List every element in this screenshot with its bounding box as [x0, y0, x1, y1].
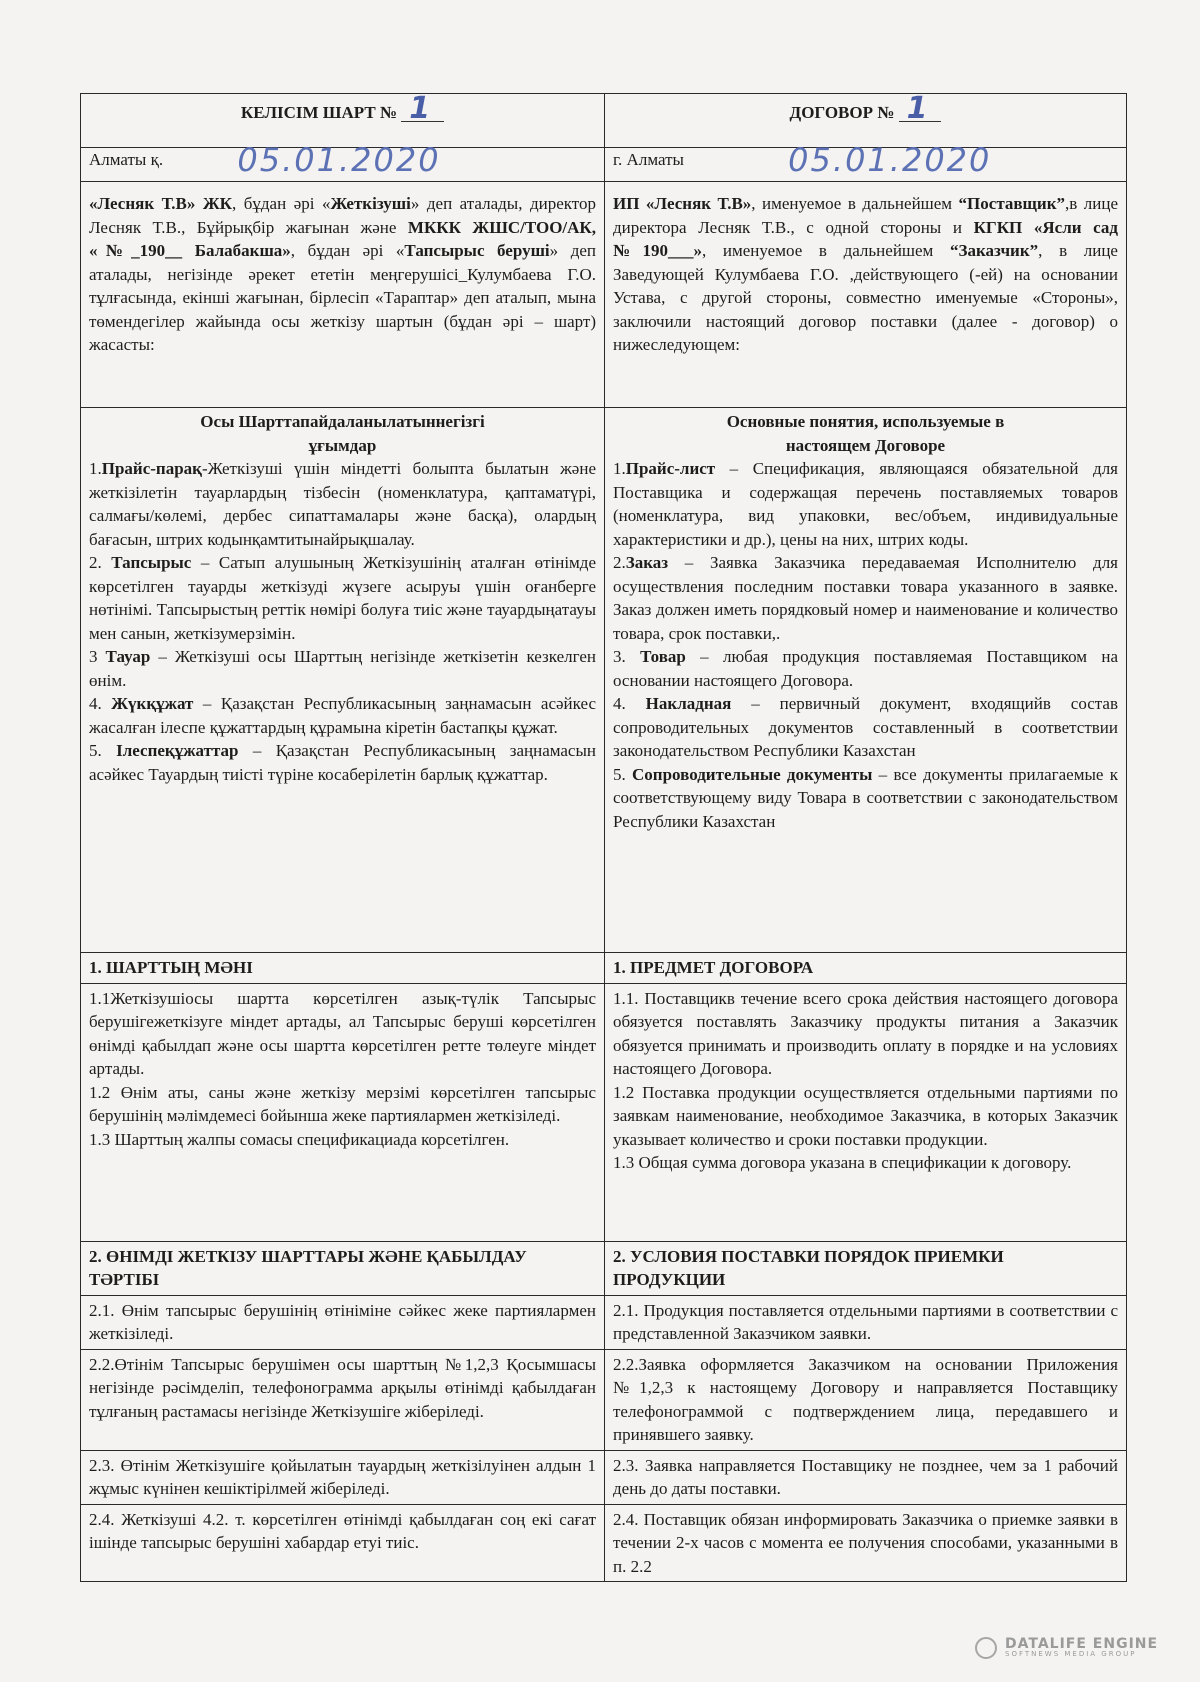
kz-clause: 2.2.Өтінім Тапсырыс берушімен осы шарттың №1,2,3 Қосымшасы негізінде рәсімделіп, телефонограмма арқылы өтінімді қабылдаған тұлғаның растамасы негізінде Жеткізушіге жіберіледі.: [81, 1349, 605, 1450]
kz-concept-item: 2. Тапсырыс – Сатып алушының Жеткізушінің аталған өтінімде көрсетілген тауарды жеткізуді жүзеге асыруы үшін оғанберге нөтінімі. Тапсырыстың реттік нөмірі болуға тиіс және тауардыңатауы мен санын, жеткізумерзімін.: [89, 553, 596, 643]
section1-body-row: [81, 983, 1127, 1241]
ru-section2-title: 2. УСЛОВИЯ ПОСТАВКИ ПОРЯДОК ПРИЕМКИ ПРОДУКЦИИ: [605, 1241, 1127, 1295]
ru-concept-item: 3. Товар – любая продукция поставляемая Поставщиком на основании настоящего Договора.: [613, 647, 1118, 690]
contract-table: [80, 93, 1127, 1582]
kz-clause: 2.3. Өтінім Жеткізушіге қойылатын тауардың жеткізілуінен алдын 1 жұмыс күнінен кешіктірілмей жіберіледі.: [81, 1450, 605, 1504]
ru-concepts-title: Основные понятия, используемые в настоящем Договоре: [726, 412, 1005, 455]
kz-intro-cell: [81, 182, 605, 408]
datalife-logo-icon: [975, 1637, 997, 1659]
kz-clause: 2.1. Өнім тапсырыс берушінің өтініміне сәйкес жеке партиялармен жеткізіледі.: [81, 1295, 605, 1349]
ru-intro-paragraph: ИП «Лесняк Т.В», именуемое в дальнейшем “Поставщик”,в лице директора Лесняк Т.В., с одной стороны и КГКП «Ясли сад №190___», именуемое в дальнейшем “Заказчик”, в лице Заведующей Кулумбаева Г.О. ,действующего (-ей) на основании Устава, с другой стороны, совместно именуемые «Стороны», заключили настоящий договор поставки (далее - договор) о нижеследующем:: [613, 194, 1118, 354]
kz-place-cell: [81, 141, 605, 182]
kz-clause: 2.4. Жеткізуші 4.2. т. көрсетілген өтінімді қабылдаған соң екі сағат ішінде тапсырыс берушіні хабардар етуі тиіс.: [81, 1504, 605, 1582]
ru-clause: 1.3 Общая сумма договора указана в спецификации к договору.: [613, 1153, 1072, 1172]
kz-section2-title: 2. ӨНІМДІ ЖЕТКІЗУ ШАРТТАРЫ ЖӘНЕ ҚАБЫЛДАУ ТӘРТІБІ: [81, 1241, 605, 1295]
kz-concept-item: 1.Прайс-парақ-Жеткізуші үшін міндетті болыпта былатын және жеткізілетін тауарлардың тізбесін (номенклатура, қаптаматүрі, салмағы/көлемі, дербес сипаттамалары және басқа), олардың бағасын, штрих кодынқамтитынайрықшалау.: [89, 459, 596, 549]
ru-clause: 2.2.Заявка оформляется Заказчиком на основании Приложения №1,2,3 к настоящему Договору и направляется Поставщику телефонограммой с подтверждением лица, передавшего и принявшего заявку.: [605, 1349, 1127, 1450]
ru-concepts-cell: [605, 408, 1127, 953]
watermark-title: DATALIFE ENGINE: [1005, 1636, 1159, 1652]
section2-heading-row: [81, 1241, 1127, 1295]
kz-clause: 1.3 Шарттың жалпы сомасы спецификациада корсетілген.: [89, 1129, 510, 1149]
kz-clause: 1.1Жеткізушіосы шартта көрсетілген азық-түлік Тапсырыс берушігежеткізуге міндет артады, ал Тапсырыс беруші көрсетілген өнімді қабылдап және осы шартта көрсетілген ретте төлеуге міндет артады.: [89, 988, 596, 1078]
kz-contract-number: 1: [401, 97, 444, 122]
watermark: [1005, 1636, 1158, 1658]
kz-concept-item: 5. Ілеспеқұжаттар – Қазақстан Республикасының заңнамасын асәйкес Тауардың тиісті түріне косаберілетін барлық құжаттар.: [89, 741, 596, 784]
place-date-row: [81, 148, 1127, 182]
ru-place-cell: [605, 141, 1127, 182]
kz-concepts-cell: [81, 408, 605, 953]
watermark-subtitle: SOFTNEWS MEDIA GROUP: [1005, 1650, 1137, 1658]
title-row: [81, 94, 1127, 148]
kz-title-cell: [81, 91, 605, 148]
kz-date-handwritten: 05.01.2020: [237, 141, 441, 180]
ru-title: ДОГОВОР №: [789, 103, 895, 122]
clause-row: [81, 1504, 1127, 1582]
ru-intro-cell: [605, 182, 1127, 408]
kz-concept-item: 3 Тауар – Жеткізуші осы Шарттың негізінде жеткізетін кезкелген өнім.: [89, 647, 597, 690]
ru-contract-number: 1: [899, 97, 942, 122]
kz-city: Алматы қ.: [89, 150, 164, 169]
clause-row: [81, 1349, 1127, 1450]
ru-clause: 2.4. Поставщик обязан информировать Заказчика о приемке заявки в течении 2-х часов с момента ее получения способами, указанными в п. 2.2: [605, 1504, 1127, 1582]
ru-concept-item: 2.Заказ – Заявка Заказчика передаваемая Исполнителю для осуществления последним поставки товара указанного в заявке. Заказ должен иметь порядковый номер и наименование и количество товара, срок поставки,.: [613, 553, 1118, 643]
kz-title: КЕЛІСІМ ШАРТ №: [240, 103, 397, 122]
kz-section1-title: 1. ШАРТТЫҢ МӘНІ: [81, 953, 605, 984]
ru-section1-title: 1. ПРЕДМЕТ ДОГОВОРА: [605, 953, 1127, 984]
kz-intro-paragraph: «Лесняк Т.В» ЖК, бұдан әрі «Жеткізуші» деп аталады, директор Лесняк Т.В., Бұйрықбір жағынан және МККК ЖШС/ТОО/АК, «№_190__ Балабакша», бұдан әрі «Тапсырыс беруші» деп аталады, негізінде әрекет ететін меңгерушісі_Кулумбаева Г.О. тұлғасында, екінші жағынан, бірлесіп «Тараптар» деп аталып, мына төмендегілер жайында осы жеткізу шартын (бұдан әрі – шарт) жасасты:: [89, 194, 596, 354]
section1-heading-row: [81, 953, 1127, 984]
kz-concepts-title: Осы Шарттапайдаланылатыннегізгі ұғымдар: [200, 412, 485, 455]
ru-date-handwritten: 05.01.2020: [788, 141, 992, 180]
ru-section1-body: [605, 983, 1127, 1241]
ru-concept-item: 5. Сопроводительные документы – все документы прилагаемые к соответствующему виду Товара в соответствии с законодательством Республики Казахстан: [613, 764, 1118, 831]
ru-clause: 1.1. Поставщикв течение всего срока действия настоящего договора обязуется поставлять Заказчику продукты питания а Заказчик обязуется принимать и производить оплату в порядке и на условиях настоящего Договора.: [613, 988, 1118, 1078]
ru-concept-item: 4. Накладная – первичный документ, входящийв состав сопроводительных документов составленный в соответствии законодательством Республики Казахстан: [613, 694, 1118, 760]
ru-clause: 2.1. Продукция поставляется отдельными партиями в соответствии с представленной Заказчиком заявки.: [605, 1295, 1127, 1349]
kz-concept-item: 4. Жүкқұжат – Қазақстан Республикасының заңнамасын асәйкес жасалған ілеспе құжаттардың құрамына кіретін бастапқы құжат.: [89, 694, 597, 737]
clause-row: [81, 1450, 1127, 1504]
concepts-row: [81, 408, 1127, 953]
ru-title-cell: [605, 91, 1127, 148]
clause-row: [81, 1295, 1127, 1349]
ru-city: г. Алматы: [613, 150, 684, 169]
kz-section1-body: [81, 983, 605, 1241]
ru-clause: 1.2 Поставка продукции осуществляется отдельными партиями по заявкам наименование, необходимое Заказчика, в которых Заказчик указывает количество и сроки поставки продукции.: [613, 1082, 1118, 1149]
ru-clause: 2.3. Заявка направляется Поставщику не позднее, чем за 1 рабочий день до даты поставки.: [605, 1450, 1127, 1504]
ru-concept-item: 1.Прайс-лист – Спецификация, являющаяся обязательной для Поставщика и содержащая перечень поставляемых товаров (номенклатура, вид упаковки, вес/объем, индивидуальные характеристики и др.), цены на них, штрих коды.: [613, 459, 1118, 549]
kz-clause: 1.2 Өнім аты, саны және жеткізу мерзімі көрсетілген тапсырыс берушінің мәлімдемесі бойынша жеке партиялармен жеткізіледі.: [89, 1082, 596, 1125]
intro-row: [81, 182, 1127, 408]
